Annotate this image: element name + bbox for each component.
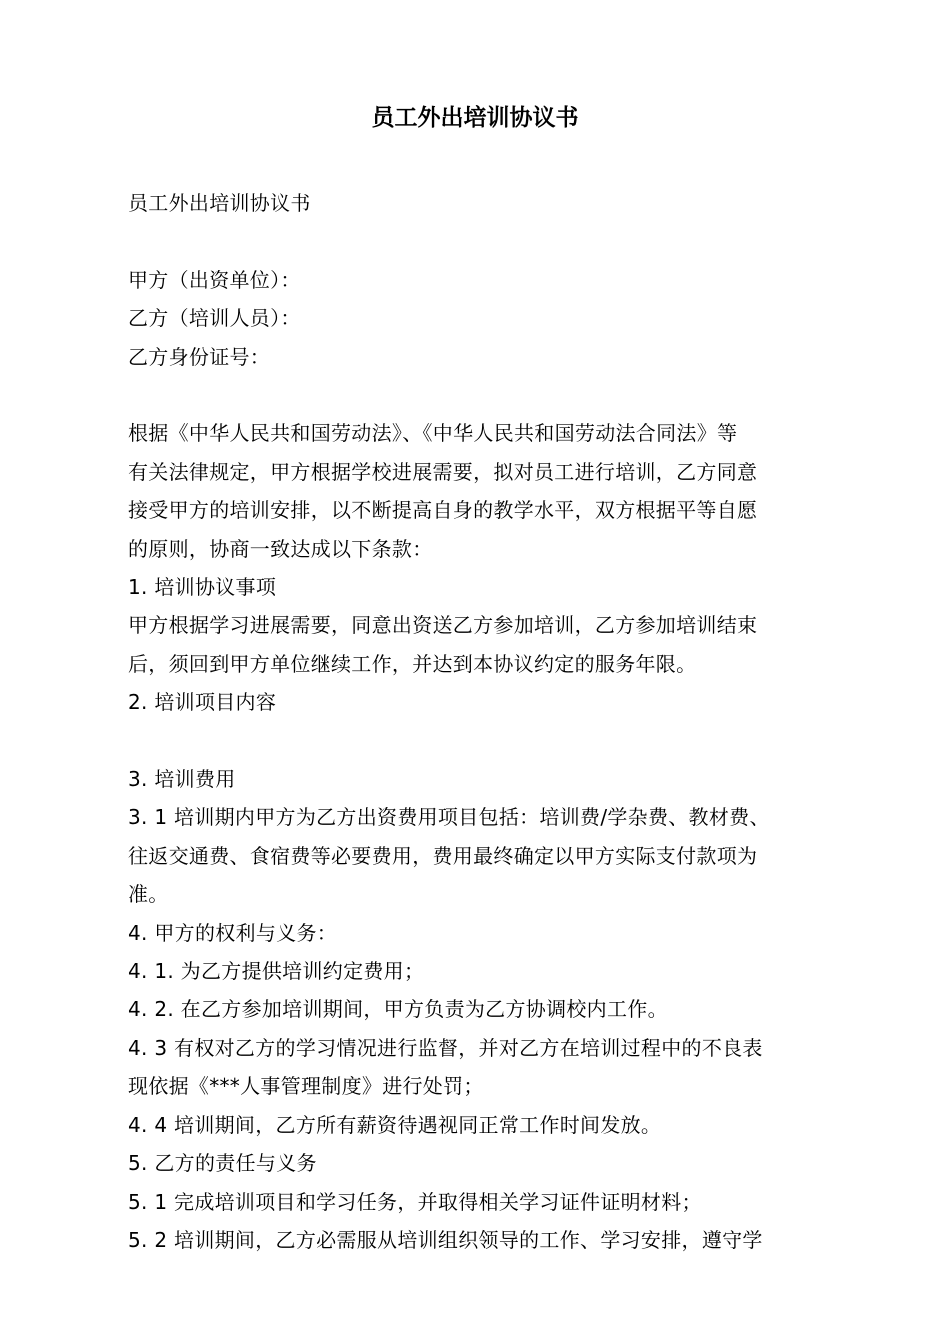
document-body <box>128 184 828 1259</box>
text-line: 乙方身份证号： <box>128 344 271 369</box>
text-line: 接受甲方的培训安排，以不断提高自身的教学水平，双方根据平等自愿 <box>128 498 758 523</box>
text-line: 甲方（出资单位）： <box>128 267 301 292</box>
blank-line <box>128 222 828 260</box>
section-heading: 4. 甲方的权利与义务： <box>128 920 338 945</box>
text-line: 3. 1 培训期内甲方为乙方出资费用项目包括：培训费/学杂费、教材费、 <box>128 805 770 830</box>
text-line: 4. 4 培训期间，乙方所有薪资待遇视同正常工作时间发放。 <box>128 1112 662 1137</box>
text-line: 后，须回到甲方单位继续工作，并达到本协议约定的服务年限。 <box>128 651 697 676</box>
text-line: 员工外出培训协议书 <box>128 191 311 215</box>
text-line: 现依据《***人事管理制度》进行处罚； <box>128 1074 484 1099</box>
text-line: 有关法律规定，甲方根据学校进展需要，拟对员工进行培训，乙方同意 <box>128 459 758 484</box>
blank-line <box>128 722 828 760</box>
section-heading: 5. 乙方的责任与义务 <box>128 1151 317 1176</box>
text-line: 5. 1 完成培训项目和学习任务，并取得相关学习证件证明材料； <box>128 1189 702 1214</box>
section-heading: 2. 培训项目内容 <box>128 690 277 715</box>
text-line: 根据《中华人民共和国劳动法》、《中华人民共和国劳动法合同法》等 <box>128 421 738 446</box>
text-line: 乙方（培训人员）： <box>128 306 301 331</box>
text-line: 5. 2 培训期间，乙方必需服从培训组织领导的工作、学习安排，遵守学 <box>128 1227 763 1252</box>
text-line: 4. 3 有权对乙方的学习情况进行监督，并对乙方在培训过程中的不良表 <box>128 1035 763 1060</box>
document-title: 员工外出培训协议书 <box>371 105 579 131</box>
blank-line <box>128 376 828 414</box>
section-heading: 3. 培训费用 <box>128 767 236 792</box>
text-line: 甲方根据学习进展需要，同意出资送乙方参加培训，乙方参加培训结束 <box>128 613 758 638</box>
text-line: 4. 1. 为乙方提供培训约定费用； <box>128 959 425 984</box>
text-line: 的原则，协商一致达成以下条款： <box>128 536 433 561</box>
text-line: 往返交通费、食宿费等必要费用，费用最终确定以甲方实际支付款项为 <box>128 843 758 868</box>
text-line: 4. 2. 在乙方参加培训期间，甲方负责为乙方协调校内工作。 <box>128 997 668 1022</box>
section-heading: 1. 培训协议事项 <box>128 575 277 600</box>
text-line: 准。 <box>128 882 169 907</box>
